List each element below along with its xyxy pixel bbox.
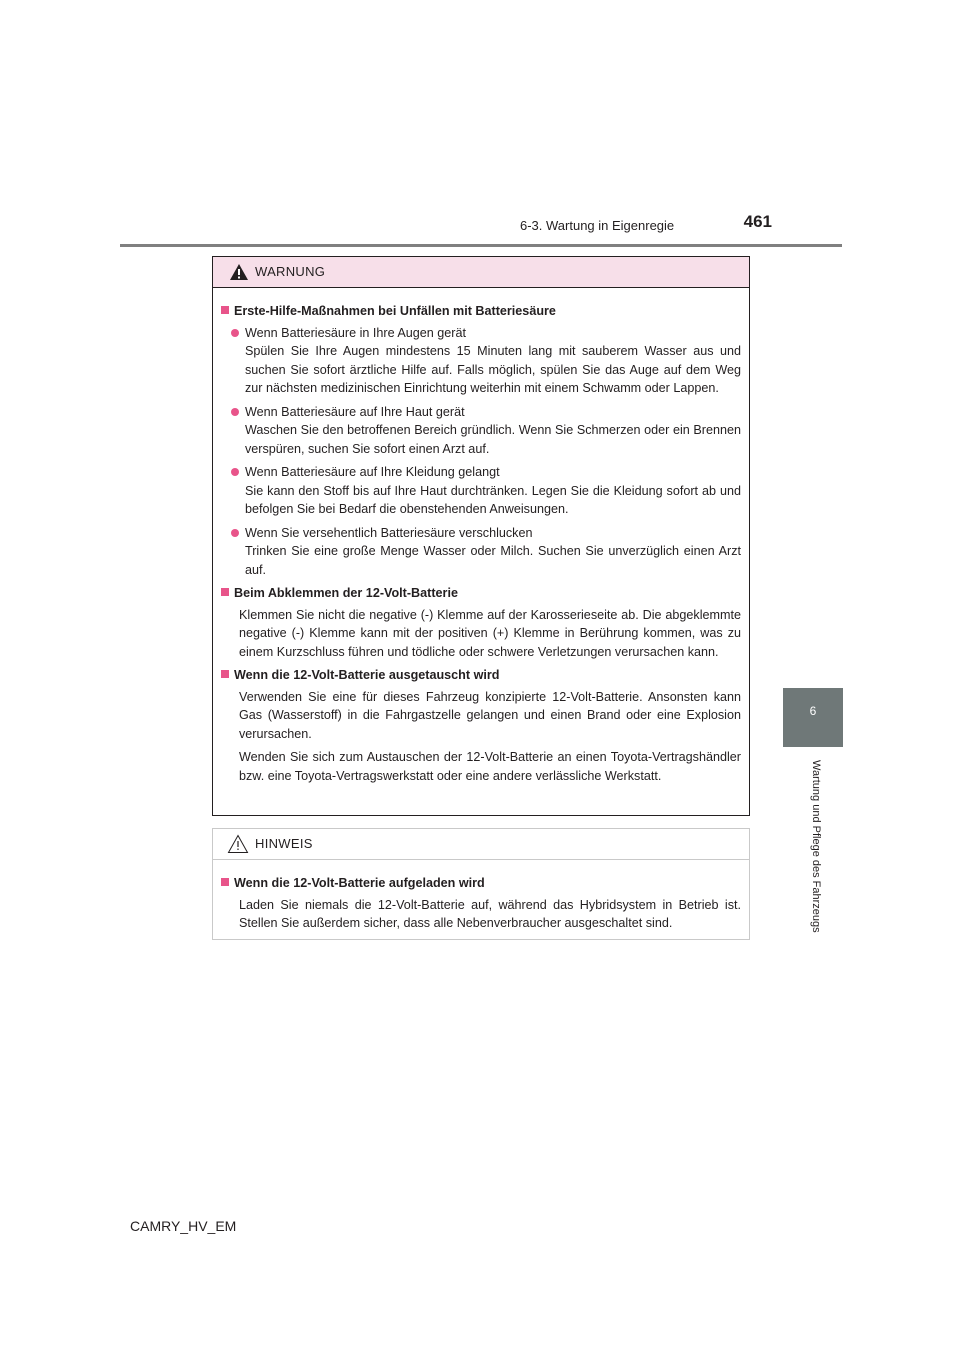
square-bullet-icon — [221, 588, 229, 596]
list-item: Wenn Batteriesäure in Ihre Augen gerät Spülen Sie Ihre Augen mindestens 15 Minuten lang mit sauberem Wasser aus und suchen Sie sofort ärztliche Hilfe auf. Falls möglich, spülen Sie das Auge auf dem Weg zur nächsten medizinischen Einrichtung weiterhin mit einem Schwamm oder Lappen. — [221, 324, 741, 398]
list-item: Wenn Batteriesäure auf Ihre Haut gerät Waschen Sie den betroffenen Bereich gründlich. Wenn Sie Schmerzen oder ein Brennen verspüren, suchen Sie sofort einen Arzt auf. — [221, 403, 741, 459]
square-bullet-icon — [221, 670, 229, 678]
page-number: 461 — [743, 212, 772, 231]
warning-header — [213, 257, 749, 288]
page-header — [120, 212, 842, 246]
section-heading: Beim Abklemmen der 12-Volt-Batterie — [221, 584, 741, 603]
section-title: 6-3. Wartung in Eigenregie — [520, 218, 675, 233]
document-code: CAMRY_HV_EM — [130, 1218, 237, 1234]
warning-content — [213, 288, 749, 785]
round-bullet-icon — [231, 468, 239, 476]
paragraph: Klemmen Sie nicht die negative (-) Klemme auf der Karosserieseite ab. Die abgeklemmte negative (-) Klemme kann mit der positiven (+) Klemme in Berührung kommen, was zu einem Kurzschluss führen und tödliche oder schwere Verletzungen verursachen kann. — [239, 607, 741, 659]
warning-triangle-icon — [229, 263, 249, 281]
section-heading: Wenn die 12-Volt-Batterie ausgetauscht wird — [221, 666, 741, 685]
notice-triangle-icon — [227, 834, 249, 854]
round-bullet-icon — [231, 408, 239, 416]
notice-title: HINWEIS — [255, 836, 313, 851]
list-item: Wenn Sie versehentlich Batteriesäure verschlucken Trinken Sie eine große Menge Wasser oder Milch. Suchen Sie unverzüglich einen Arzt auf. — [221, 524, 741, 580]
list-item: Wenn Batteriesäure auf Ihre Kleidung gelangt Sie kann den Stoff bis auf Ihre Haut durchtränken. Legen Sie die Kleidung sofort ab und befolgen Sie bei Bedarf die obenstehenden Anweisungen. — [221, 463, 741, 519]
notice-header — [213, 829, 749, 860]
section-heading: Wenn die 12-Volt-Batterie aufgeladen wird — [221, 874, 741, 893]
paragraph: Laden Sie niemals die 12-Volt-Batterie auf, während das Hybridsystem in Betrieb ist. Stellen Sie außerdem sicher, dass alle Nebenverbraucher ausgeschaltet sind. — [239, 897, 741, 930]
square-bullet-icon — [221, 306, 229, 314]
round-bullet-icon — [231, 529, 239, 537]
warning-title: WARNUNG — [255, 264, 326, 279]
square-bullet-icon — [221, 878, 229, 886]
chapter-tab — [783, 688, 843, 747]
paragraph: Verwenden Sie eine für dieses Fahrzeug konzipierte 12-Volt-Batterie. Ansonsten kann Gas (Wasserstoff) in die Fahrgastzelle gelangen und einen Brand oder eine Explosion verursachen. — [239, 689, 741, 741]
notice-content — [213, 860, 749, 933]
section-heading: Erste-Hilfe-Maßnahmen bei Unfällen mit Batteriesäure — [221, 302, 741, 321]
chapter-label: Wartung und Pflege des Fahrzeugs — [810, 760, 822, 933]
notice-box — [212, 828, 750, 940]
chapter-number: 6 — [809, 704, 817, 718]
header-rule — [120, 244, 842, 247]
warning-box — [212, 256, 750, 816]
paragraph: Wenden Sie sich zum Austauschen der 12-Volt-Batterie an einen Toyota-Vertragshändler bzw. eine Toyota-Vertragswerkstatt oder eine andere verlässliche Werkstatt. — [239, 750, 741, 783]
round-bullet-icon — [231, 329, 239, 337]
